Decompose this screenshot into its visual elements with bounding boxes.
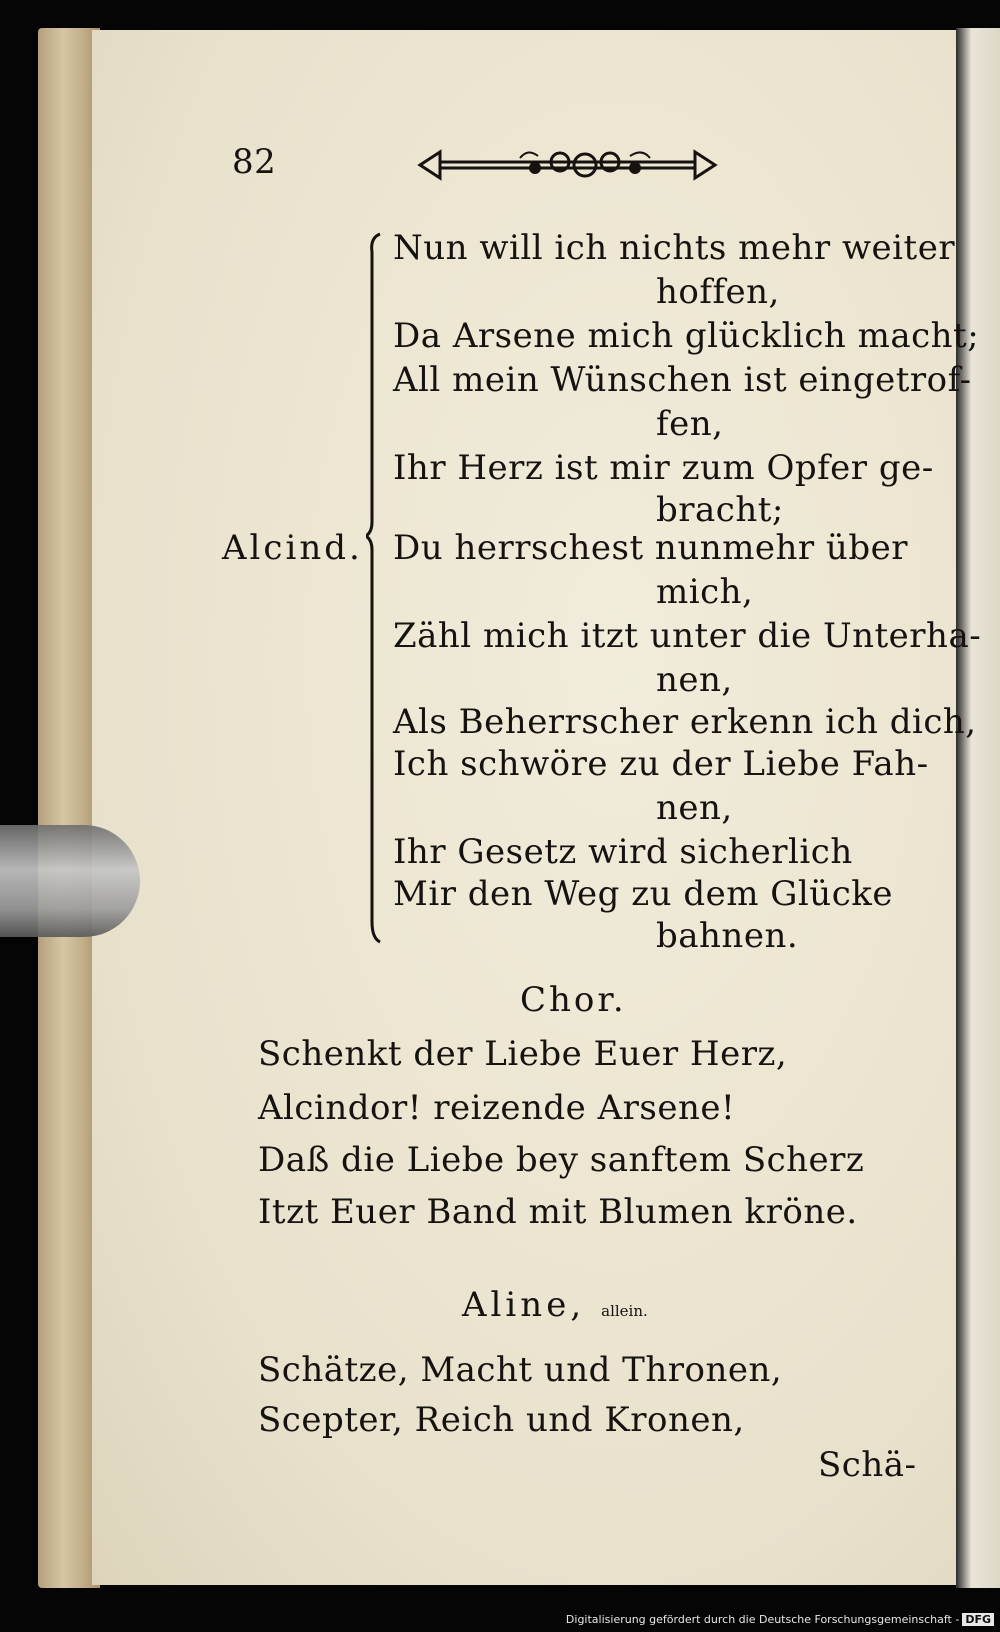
verse-line: bracht;	[656, 490, 784, 530]
digitization-footer	[566, 1613, 994, 1626]
verse-line: Da Arsene mich glücklich macht;	[393, 316, 980, 356]
verse-line: Ihr Gesetz wird sicherlich	[393, 832, 853, 872]
verse-line: bahnen.	[656, 916, 799, 956]
chor-line: Daß die Liebe bey sanftem Scherz	[258, 1140, 865, 1180]
footer-text: Digitalisierung gefördert durch die Deutsche Forschungsgemeinschaft -	[565, 1613, 960, 1626]
aline-heading	[462, 1285, 648, 1325]
verse-line: nen,	[656, 660, 733, 700]
chor-line: Itzt Euer Band mit Blumen kröne.	[258, 1192, 858, 1232]
speaker-bracket	[366, 232, 382, 944]
page-edge	[38, 28, 100, 1588]
verse-line: Nun will ich nichts mehr weiter	[393, 228, 956, 268]
verse-line: Du herrschest nunmehr über	[393, 528, 908, 568]
aline-line: Scepter, Reich und Kronen,	[258, 1400, 745, 1440]
verse-line: hoffen,	[656, 272, 780, 312]
verse-line: Zähl mich itzt unter die Unterha-	[393, 616, 982, 656]
dfg-logo: DFG	[962, 1613, 994, 1626]
verse-line: Mir den Weg zu dem Glücke	[393, 874, 893, 914]
verse-line: Ihr Herz ist mir zum Opfer ge-	[393, 448, 934, 488]
verse-line: nen,	[656, 788, 733, 828]
verse-line: mich,	[656, 572, 754, 612]
chor-line: Alcindor! reizende Arsene!	[258, 1088, 736, 1128]
speaker-name: Alcind.	[222, 528, 363, 568]
ornament-icon	[410, 140, 725, 190]
chor-heading: Chor.	[520, 980, 627, 1020]
verse-line: Ich schwöre zu der Liebe Fah-	[393, 744, 929, 784]
verse-line: All mein Wünschen ist eingetrof-	[393, 360, 972, 400]
stage-direction: allein.	[601, 1302, 648, 1320]
verse-line: Als Beherrscher erkenn ich dich,	[393, 702, 977, 742]
catchword: Schä-	[818, 1445, 917, 1485]
chor-line: Schenkt der Liebe Euer Herz,	[258, 1034, 788, 1074]
verse-line: fen,	[656, 404, 724, 444]
page-number: 82	[232, 142, 277, 182]
facing-page-edge	[956, 28, 1000, 1588]
aline-line: Schätze, Macht und Thronen,	[258, 1350, 783, 1390]
aline-name: Aline,	[462, 1285, 586, 1325]
page-clip	[0, 825, 140, 937]
